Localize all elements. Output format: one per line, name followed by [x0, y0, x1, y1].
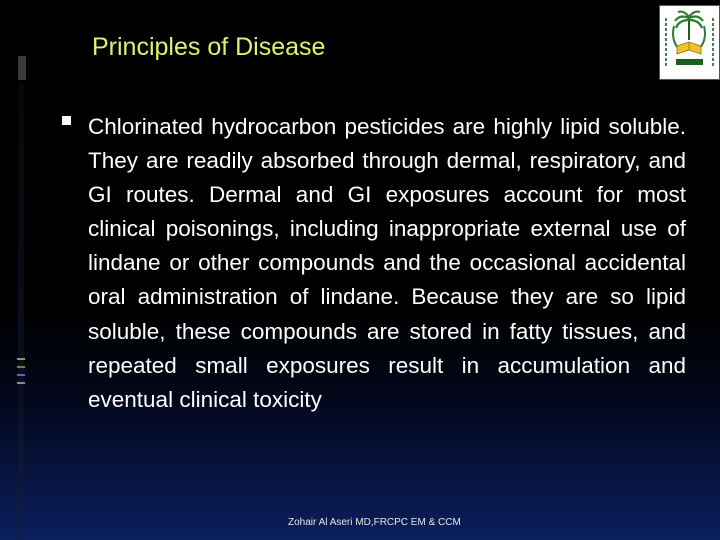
content-body	[62, 110, 690, 417]
accent-line	[17, 374, 25, 376]
slide-title: Principles of Disease	[92, 33, 326, 61]
accent-line	[17, 358, 25, 360]
square-bullet-icon	[62, 116, 71, 125]
accent-line	[17, 366, 25, 368]
university-seal-graphic	[660, 6, 719, 79]
accent-line	[17, 382, 25, 384]
left-accent-lines	[17, 358, 25, 390]
bullet-paragraph: Chlorinated hydrocarbon pesticides are highly lipid soluble. They are readily absorbed through dermal, respiratory, and GI routes. Dermal and GI exposures account for most clinical poisonings, including inappropriate external use of lindane or other compounds and the occasional accidental oral administration of lindane. Because they are so lipid soluble, these compounds are stored in fatty tissues, and repeated small exposures result in accumulation and eventual clinical toxicity	[88, 114, 686, 412]
university-seal-icon	[659, 5, 720, 80]
left-decor-bar	[18, 84, 24, 540]
left-decor-block	[18, 56, 26, 80]
slide-footer: Zohair Al Aseri MD,FRCPC EM & CCM	[288, 517, 461, 528]
